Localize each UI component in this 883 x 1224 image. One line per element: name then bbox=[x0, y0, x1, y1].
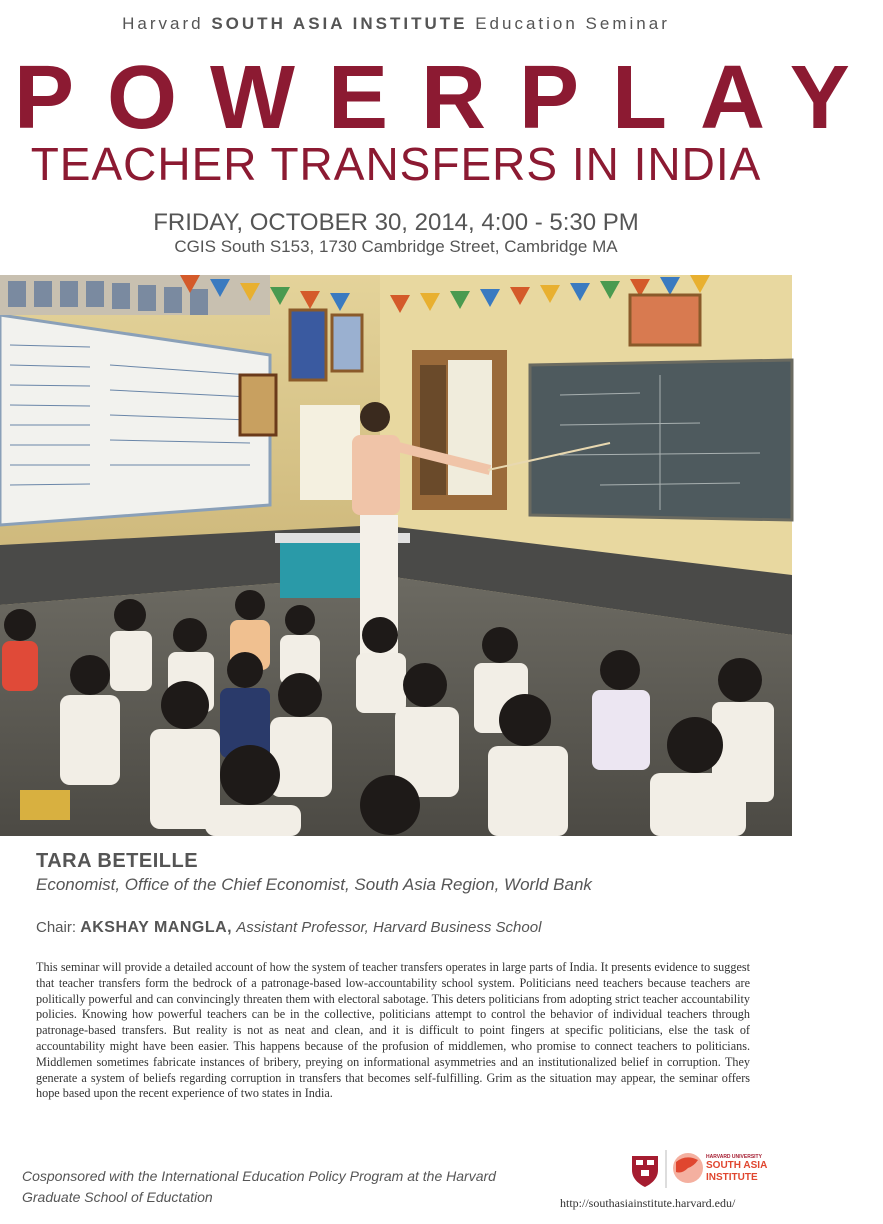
header-org-suffix: Education Seminar bbox=[475, 14, 670, 33]
website-url: http://southasiainstitute.harvard.edu/ bbox=[560, 1196, 736, 1210]
chair-label: Chair: bbox=[36, 919, 77, 936]
classroom-photo-illustration bbox=[0, 275, 792, 836]
title-main: POWERPLAY bbox=[14, 48, 883, 148]
chair-role: Assistant Professor, Harvard Business School bbox=[236, 919, 542, 936]
classroom-photo bbox=[0, 275, 792, 836]
header-org-name: SOUTH ASIA INSTITUTE bbox=[211, 14, 468, 33]
header-line bbox=[0, 14, 792, 34]
logo-text-mid: SOUTH ASIA bbox=[706, 1160, 768, 1171]
header-org-prefix: Harvard bbox=[122, 14, 204, 33]
title-subtitle: TEACHER TRANSFERS IN INDIA bbox=[30, 138, 762, 190]
cosponsor-note: Cosponsored with the International Education Policy Program at the Harvard Graduate School of Eductation bbox=[22, 1168, 496, 1205]
seminar-abstract: This seminar will provide a detailed account of how the system of teacher transfers operates in large parts of India. It presents evidence to suggest that teacher transfers form the bedrock of a patronage-based low-accountability school system. Politicians need teachers because teachers are politically powerful and can convincingly threaten them with electoral sabotage. This deters politicians from adopting strict teacher accountability policies. Knowing how powerful teachers can be in the collective, politicians attempt to control the behavior of individual teachers through patronage-based transfers. But reality is not as neat and clean, and it is difficult to point fingers at specific politicians, else the task of accountability might have been easier. This happens because of the profusion of middlemen, who promise to connect teachers to politicians. Middlemen sometimes fabricate instances of bribery, preying on informational asymmetries and an institutionalized belief in corruption. They generate a system of beliefs regarding corruption in transfers that becomes self-fulfilling. Grim as the situation may appear, the seminar offers hope based upon the recent experience of two states in India. bbox=[36, 960, 750, 1101]
event-date-time: FRIDAY, OCTOBER 30, 2014, 4:00 - 5:30 PM bbox=[153, 209, 639, 236]
event-location: CGIS South S153, 1730 Cambridge Street, Cambridge MA bbox=[174, 237, 618, 256]
harvard-sai-logo bbox=[628, 1148, 778, 1190]
chair-name: AKSHAY MANGLA, bbox=[80, 919, 233, 936]
chair-line bbox=[36, 919, 541, 937]
logo-text-bottom: INSTITUTE bbox=[706, 1172, 758, 1183]
speaker-name: TARA BETEILLE bbox=[36, 850, 199, 872]
logo-text-top: HARVARD UNIVERSITY bbox=[706, 1154, 762, 1160]
speaker-role: Economist, Office of the Chief Economist, South Asia Region, World Bank bbox=[36, 875, 592, 894]
